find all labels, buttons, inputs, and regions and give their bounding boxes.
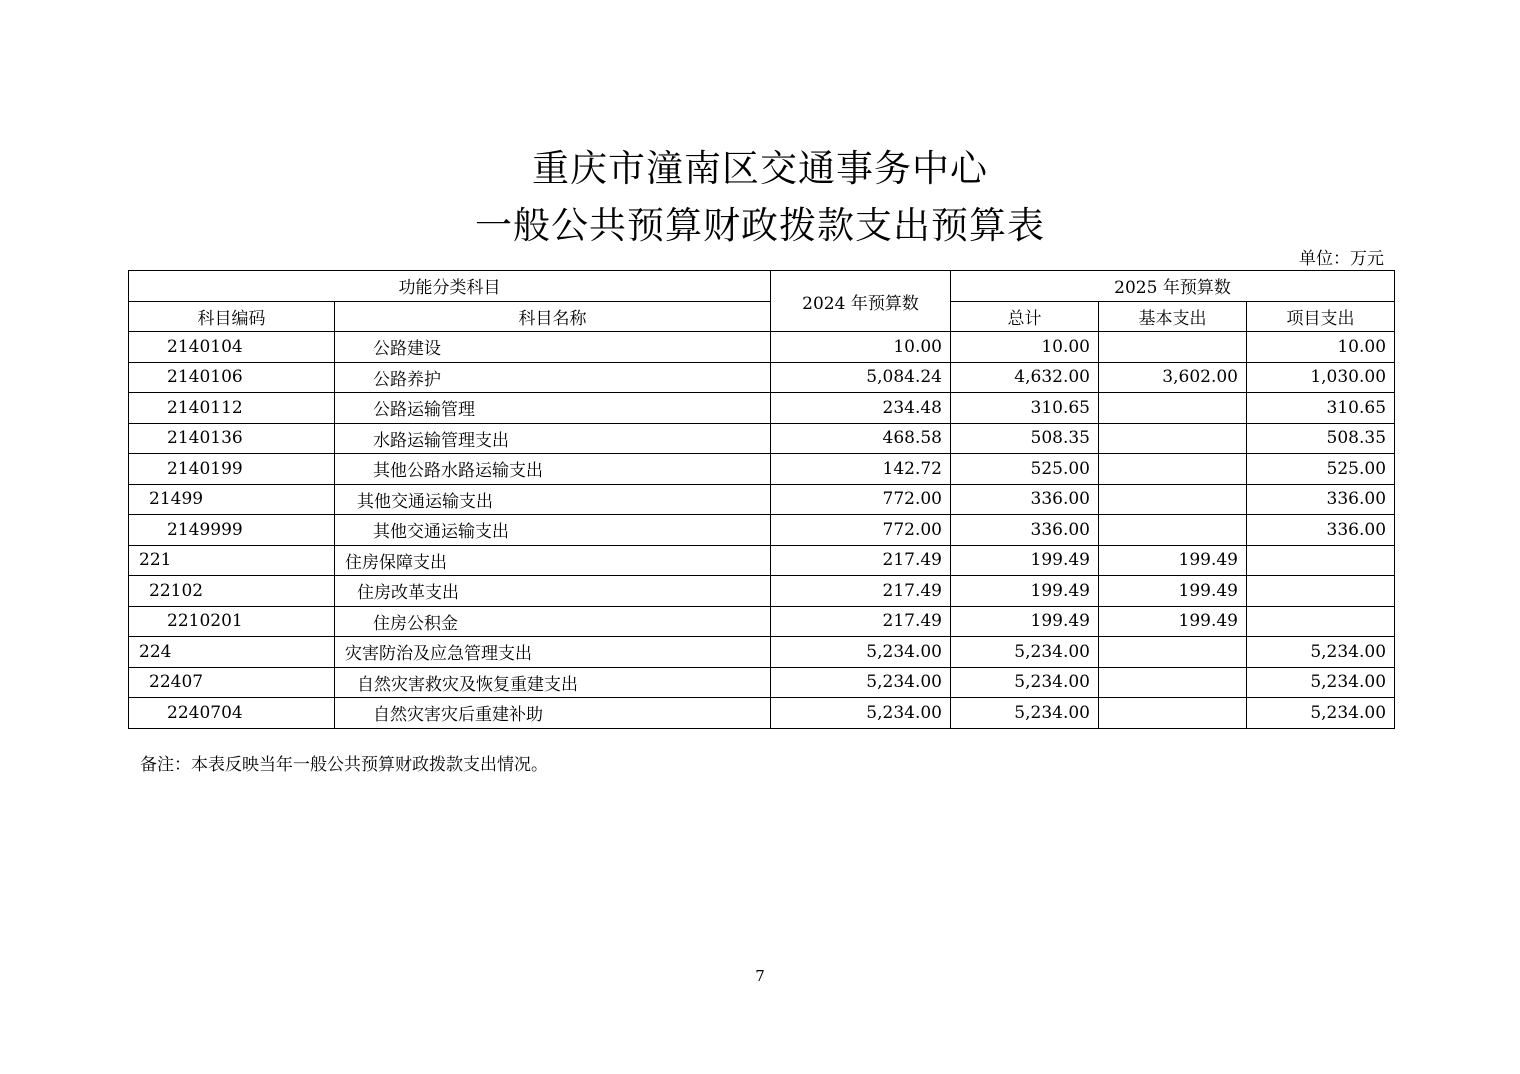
cell-name: 公路养护 bbox=[335, 362, 771, 393]
cell-name: 水路运输管理支出 bbox=[335, 423, 771, 454]
cell-code: 2240704 bbox=[129, 698, 335, 729]
cell-code: 2140199 bbox=[129, 454, 335, 485]
header-basic: 基本支出 bbox=[1099, 301, 1247, 332]
cell-name: 其他公路水路运输支出 bbox=[335, 454, 771, 485]
cell-budget-2024: 5,234.00 bbox=[771, 698, 951, 729]
cell-total: 199.49 bbox=[951, 576, 1099, 607]
cell-total: 525.00 bbox=[951, 454, 1099, 485]
cell-name: 自然灾害救灾及恢复重建支出 bbox=[335, 667, 771, 698]
cell-name: 公路建设 bbox=[335, 332, 771, 363]
cell-total: 4,632.00 bbox=[951, 362, 1099, 393]
cell-project: 525.00 bbox=[1247, 454, 1395, 485]
table-row bbox=[129, 545, 1395, 576]
cell-project bbox=[1247, 606, 1395, 637]
cell-basic: 199.49 bbox=[1099, 545, 1247, 576]
header-budget-2025: 2025 年预算数 bbox=[951, 271, 1395, 302]
page-number: 7 bbox=[755, 967, 765, 985]
cell-basic: 3,602.00 bbox=[1099, 362, 1247, 393]
table-row bbox=[129, 484, 1395, 515]
cell-basic bbox=[1099, 332, 1247, 363]
cell-code: 2140112 bbox=[129, 393, 335, 424]
cell-project: 1,030.00 bbox=[1247, 362, 1395, 393]
cell-code: 2140106 bbox=[129, 362, 335, 393]
cell-budget-2024: 10.00 bbox=[771, 332, 951, 363]
cell-budget-2024: 217.49 bbox=[771, 576, 951, 607]
header-row-1 bbox=[129, 271, 1395, 302]
cell-total: 199.49 bbox=[951, 545, 1099, 576]
cell-budget-2024: 234.48 bbox=[771, 393, 951, 424]
cell-basic: 199.49 bbox=[1099, 606, 1247, 637]
cell-project: 5,234.00 bbox=[1247, 698, 1395, 729]
page-title: 重庆市潼南区交通事务中心 bbox=[532, 147, 988, 190]
cell-project bbox=[1247, 576, 1395, 607]
header-code: 科目编码 bbox=[129, 301, 335, 332]
cell-code: 22102 bbox=[129, 576, 335, 607]
cell-budget-2024: 217.49 bbox=[771, 606, 951, 637]
cell-code: 224 bbox=[129, 637, 335, 668]
cell-budget-2024: 142.72 bbox=[771, 454, 951, 485]
cell-code: 2149999 bbox=[129, 515, 335, 546]
cell-basic bbox=[1099, 637, 1247, 668]
cell-budget-2024: 772.00 bbox=[771, 484, 951, 515]
cell-name: 灾害防治及应急管理支出 bbox=[335, 637, 771, 668]
header-name: 科目名称 bbox=[335, 301, 771, 332]
cell-name: 公路运输管理 bbox=[335, 393, 771, 424]
table-row bbox=[129, 698, 1395, 729]
cell-budget-2024: 5,084.24 bbox=[771, 362, 951, 393]
unit-label: 单位：万元 bbox=[1299, 249, 1384, 269]
cell-project: 5,234.00 bbox=[1247, 667, 1395, 698]
cell-basic bbox=[1099, 423, 1247, 454]
cell-project: 336.00 bbox=[1247, 484, 1395, 515]
header-project: 项目支出 bbox=[1247, 301, 1395, 332]
table-row bbox=[129, 454, 1395, 485]
cell-name: 自然灾害灾后重建补助 bbox=[335, 698, 771, 729]
cell-total: 5,234.00 bbox=[951, 667, 1099, 698]
table-row bbox=[129, 606, 1395, 637]
cell-code: 2140104 bbox=[129, 332, 335, 363]
table-note: 备注：本表反映当年一般公共预算财政拨款支出情况。 bbox=[140, 755, 548, 775]
cell-project: 10.00 bbox=[1247, 332, 1395, 363]
budget-table bbox=[128, 270, 1395, 729]
cell-name: 住房公积金 bbox=[335, 606, 771, 637]
table-row bbox=[129, 667, 1395, 698]
cell-name: 其他交通运输支出 bbox=[335, 515, 771, 546]
header-total: 总计 bbox=[951, 301, 1099, 332]
cell-project: 5,234.00 bbox=[1247, 637, 1395, 668]
cell-budget-2024: 772.00 bbox=[771, 515, 951, 546]
cell-basic bbox=[1099, 454, 1247, 485]
cell-total: 5,234.00 bbox=[951, 698, 1099, 729]
cell-total: 5,234.00 bbox=[951, 637, 1099, 668]
cell-total: 199.49 bbox=[951, 606, 1099, 637]
cell-code: 21499 bbox=[129, 484, 335, 515]
cell-project bbox=[1247, 545, 1395, 576]
cell-code: 22407 bbox=[129, 667, 335, 698]
cell-total: 336.00 bbox=[951, 515, 1099, 546]
cell-basic bbox=[1099, 484, 1247, 515]
cell-budget-2024: 5,234.00 bbox=[771, 667, 951, 698]
cell-code: 2210201 bbox=[129, 606, 335, 637]
cell-budget-2024: 5,234.00 bbox=[771, 637, 951, 668]
cell-total: 310.65 bbox=[951, 393, 1099, 424]
page-subtitle: 一般公共预算财政拨款支出预算表 bbox=[475, 204, 1045, 247]
cell-code: 2140136 bbox=[129, 423, 335, 454]
cell-total: 336.00 bbox=[951, 484, 1099, 515]
table-row bbox=[129, 332, 1395, 363]
table-row bbox=[129, 393, 1395, 424]
cell-budget-2024: 217.49 bbox=[771, 545, 951, 576]
cell-basic bbox=[1099, 698, 1247, 729]
cell-name: 其他交通运输支出 bbox=[335, 484, 771, 515]
cell-name: 住房改革支出 bbox=[335, 576, 771, 607]
cell-project: 508.35 bbox=[1247, 423, 1395, 454]
cell-basic: 199.49 bbox=[1099, 576, 1247, 607]
cell-code: 221 bbox=[129, 545, 335, 576]
cell-total: 508.35 bbox=[951, 423, 1099, 454]
table-row bbox=[129, 637, 1395, 668]
cell-budget-2024: 468.58 bbox=[771, 423, 951, 454]
table-row bbox=[129, 362, 1395, 393]
cell-project: 336.00 bbox=[1247, 515, 1395, 546]
cell-basic bbox=[1099, 515, 1247, 546]
table-row bbox=[129, 576, 1395, 607]
cell-name: 住房保障支出 bbox=[335, 545, 771, 576]
header-budget-2024: 2024 年预算数 bbox=[771, 271, 951, 332]
table-row bbox=[129, 423, 1395, 454]
cell-total: 10.00 bbox=[951, 332, 1099, 363]
header-row-2 bbox=[129, 301, 1395, 332]
cell-basic bbox=[1099, 393, 1247, 424]
header-func-category: 功能分类科目 bbox=[129, 271, 771, 302]
cell-basic bbox=[1099, 667, 1247, 698]
table-row bbox=[129, 515, 1395, 546]
cell-project: 310.65 bbox=[1247, 393, 1395, 424]
